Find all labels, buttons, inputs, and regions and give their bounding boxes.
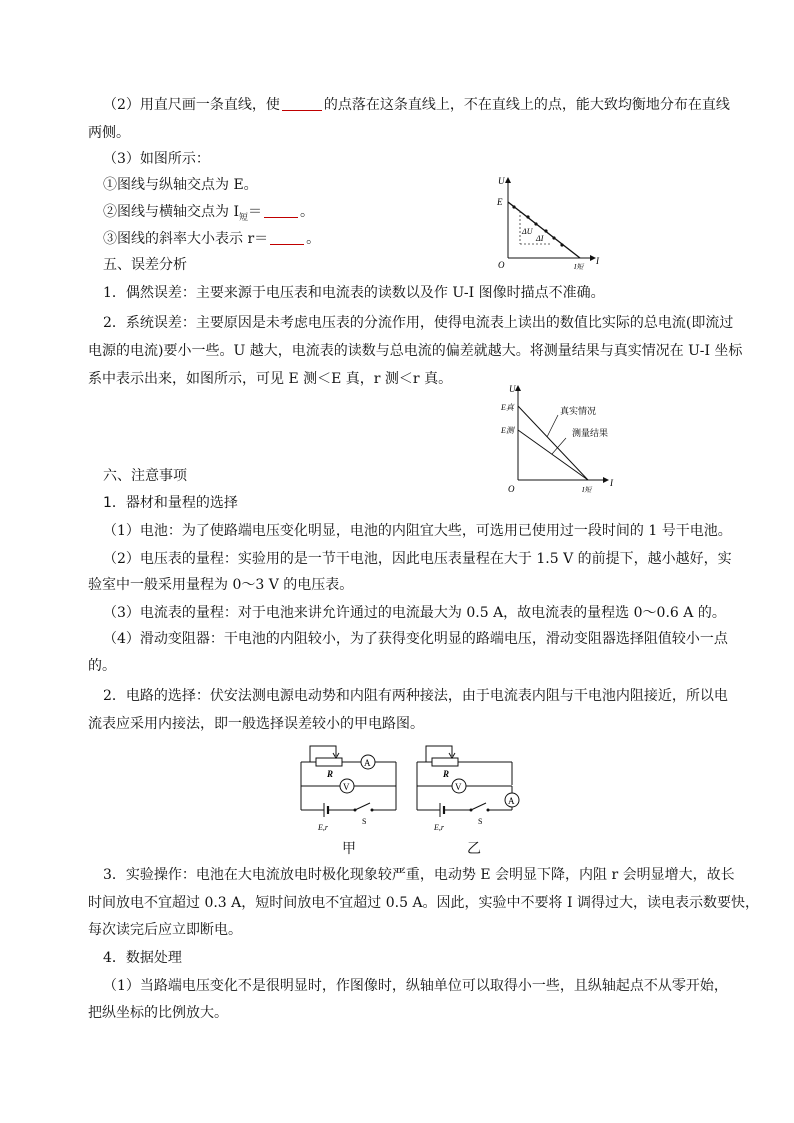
data-point [512,205,515,208]
line-c2: 流表应采用内接法，即一般选择误差较小的甲电路图。 [88,716,424,732]
rheostat [432,758,458,766]
line-d1: 4．数据处理 [103,950,182,966]
line-o1: 3．实验操作：电池在大电流放电时极化现象较严重，电动势 E 会明显下降，内阻 r 会明显增大，故长 [103,867,735,883]
r-label: R [327,769,334,779]
line-e3: 电源的电流)要小一些。U 越大，电流表的读数与总电流的偏差就越大。将测量结果与真实情况在 U-I 坐标 [88,343,743,359]
r-label: R [443,769,450,779]
origin-label: O [508,484,515,494]
line-d2: （1）当路端电压变化不是很明显时，作图像时，纵轴单位可以取得小一些，且纵轴起点不从零开始， [103,978,728,994]
delta-i-label: ΔI [536,234,544,243]
caption-b: 乙 [467,841,481,857]
u-label: U [509,384,516,394]
delta-u-label: ΔU [522,227,533,236]
caption-a: 甲 [342,841,356,857]
text: （2）用直尺画一条直线，使 [103,97,280,113]
data-point [552,236,555,239]
heading-precautions: 六、注意事项 [103,468,187,484]
line-o3: 每次读完后应立即断电。 [88,922,242,938]
line-n5: （3）电流表的量程：对于电池来讲允许通过的电流最大为 0.5 A，故电流表的量程选 0～0.6 A 的。 [103,605,726,621]
circuit-a [296,740,406,832]
ammeter-label: A [508,796,515,806]
line-6 [103,226,320,252]
i-label: I [610,478,613,488]
line-e1: 1．偶然误差：主要来源于电压表和电流表的读数以及作 U-I 图像时描点不准确。 [103,285,605,301]
true-caption: 真实情况 [560,406,597,416]
ishort-label: I短 [574,263,584,271]
blank-line [282,96,322,111]
text: 的点落在这条直线上，不在直线上的点，能大致均衡地分布在直线 [323,97,730,113]
line-3: （3）如图所示： [103,151,210,167]
true-pointer [547,415,558,437]
subscript: 短 [238,212,248,223]
switch-label: S [478,817,483,826]
line-n6: （4）滑动变阻器：干电池的内阻较小，为了获得变化明显的路端电压，滑动变阻器选择阻值较小一点 [103,631,728,647]
etrue-label: E真 [501,403,514,412]
i-label: I [596,256,599,266]
rheostat [316,758,342,766]
blank-line [264,203,298,218]
blank-line [270,230,304,245]
true-vs-measured-figure [500,380,625,500]
text: 。 [306,231,321,247]
line-d3: 把纵坐标的比例放大。 [88,1005,228,1021]
line-4: ①图线与纵轴交点为 E。 [103,177,258,193]
measured-pointer [552,438,566,454]
line-e4: 系中表示出来，如图所示，可见 E 测＜E 真，r 测＜r 真。 [88,371,453,387]
source-label: E,r [318,823,328,832]
text: ②图线与横轴交点为 I [103,204,239,220]
text: ③图线的斜率大小表示 r＝ [103,231,269,247]
ui-graph-figure [490,172,610,272]
data-point [526,215,529,218]
data-point [544,229,547,232]
source-label: E,r [434,823,444,832]
line-o2: 时间放电不宜超过 0.3 A，短时间放电不宜超过 0.5 A。因此，实验中不要将 I 调得过大，读电表示数要快， [88,895,759,911]
origin-label: O [498,260,505,270]
line-n7: 的。 [88,658,116,674]
data-point [534,222,537,225]
text: 。 [300,204,314,220]
circuit-b [412,740,527,832]
voltmeter-label: V [343,782,350,792]
line-n3: （2）电压表的量程：实验用的是一节干电池，因此电压表量程在大于 1.5 V 的前提下，越小越好，实 [103,551,732,567]
fit-line [508,202,580,258]
switch-label: S [362,817,367,826]
line-e2: 2．系统误差：主要原因是未考虑电压表的分流作用，使得电流表上读出的数值比实际的总电流(即流过 [103,315,734,331]
true-line [518,406,588,480]
switch [355,803,370,810]
emeas-label: E测 [501,426,514,435]
u-label: U [498,176,505,186]
measured-caption: 测量结果 [572,428,609,438]
line-1 [103,92,730,118]
ishort-label: I短 [582,486,592,494]
data-point [560,243,563,246]
line-n2: （1）电池：为了使路端电压变化明显，电池的内阻宜大些，可选用已使用过一段时间的 1 号干电池。 [103,523,732,539]
text: ＝ [248,204,262,220]
line-n4: 验室中一般采用量程为 0～3 V 的电压表。 [88,577,354,593]
line-c1: 2．电路的选择：伏安法测电源电动势和内阻有两种接法，由于电流表内阻与干电池内阻接近，所以电 [103,688,728,704]
switch [471,803,486,810]
heading-error-analysis: 五、误差分析 [103,257,187,273]
voltmeter-label: V [455,782,462,792]
e-label: E [497,197,503,207]
ammeter-label: A [364,758,371,768]
line-2: 两侧。 [88,125,130,141]
line-n1: 1．器材和量程的选择 [103,495,238,511]
